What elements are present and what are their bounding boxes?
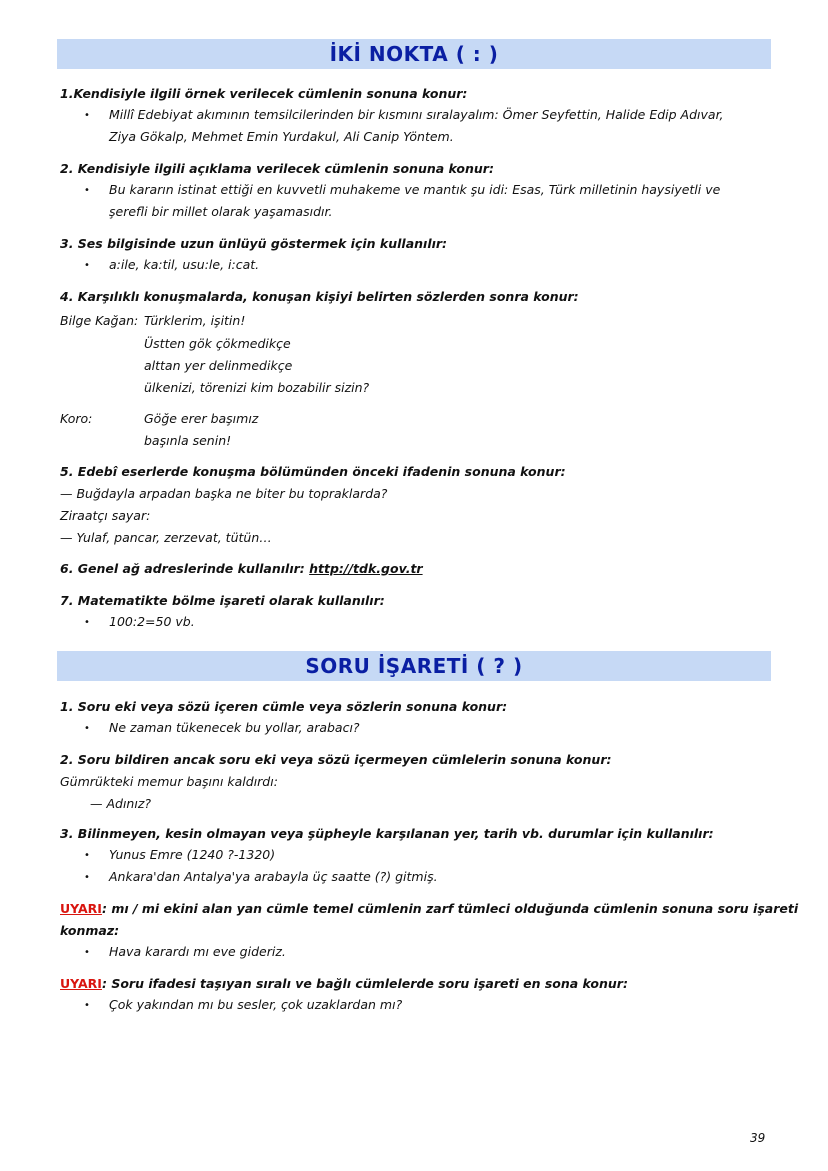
bullet-icon: • bbox=[84, 947, 90, 958]
poem-line: ülkenizi, törenizi kim bozabilir sizin? bbox=[144, 380, 370, 395]
example-text: Ankara'dan Antalya'ya arabayla üç saatte (?) gitmiş. bbox=[109, 869, 438, 884]
poem-line: Türklerim, işitin! bbox=[144, 313, 246, 328]
rule-heading bbox=[60, 561, 423, 576]
section-title: İKİ NOKTA ( : ) bbox=[329, 42, 499, 66]
speaker-label: Koro: bbox=[60, 411, 93, 426]
rule-heading: 5. Edebî eserlerde konuşma bölümünden önceki ifadenin sonuna konur: bbox=[60, 464, 566, 479]
warning-label: UYARI bbox=[60, 901, 102, 916]
example-text: 100:2=50 vb. bbox=[109, 614, 195, 629]
dialog-line: — Yulaf, pancar, zerzevat, tütün… bbox=[60, 530, 272, 545]
section-banner-colon bbox=[57, 39, 771, 69]
example-text: Bu kararın istinat ettiği en kuvvetli muhakeme ve mantık şu idi: Esas, Türk milletinin haysiyetli ve bbox=[109, 182, 721, 197]
poem-line: Üstten gök çökmedikçe bbox=[144, 336, 291, 351]
bullet-icon: • bbox=[84, 110, 90, 121]
poem-line: alttan yer delinmedikçe bbox=[144, 358, 293, 373]
example-text: Ne zaman tükenecek bu yollar, arabacı? bbox=[109, 720, 360, 735]
bullet-icon: • bbox=[84, 185, 90, 196]
rule-heading: 4. Karşılıklı konuşmalarda, konuşan kişiyi belirten sözlerden sonra konur: bbox=[60, 289, 579, 304]
bullet-icon: • bbox=[84, 872, 90, 883]
bullet-icon: • bbox=[84, 260, 90, 271]
speaker-label: Bilge Kağan: bbox=[60, 313, 139, 328]
rule-heading: 3. Bilinmeyen, kesin olmayan veya şüpheyle karşılanan yer, tarih vb. durumlar için kullanılır: bbox=[60, 826, 714, 841]
example-text: a:ile, ka:til, usu:le, i:cat. bbox=[109, 257, 260, 272]
warning-text-cont: konmaz: bbox=[60, 923, 120, 938]
tdk-link[interactable]: http://tdk.gov.tr bbox=[309, 561, 423, 576]
bullet-icon: • bbox=[84, 617, 90, 628]
rule-heading: 1. Soru eki veya sözü içeren cümle veya sözlerin sonuna konur: bbox=[60, 699, 508, 714]
warning-label: UYARI bbox=[60, 976, 102, 991]
example-text: Yunus Emre (1240 ?-1320) bbox=[109, 847, 276, 862]
example-text: Ziya Gökalp, Mehmet Emin Yurdakul, Ali Canip Yöntem. bbox=[109, 129, 454, 144]
warning-note bbox=[60, 901, 798, 916]
rule-heading: 7. Matematikte bölme işareti olarak kullanılır: bbox=[60, 593, 385, 608]
example-text: Hava karardı mı eve gideriz. bbox=[109, 944, 286, 959]
page-number: 39 bbox=[750, 1131, 766, 1145]
poem-line: Göğe erer başımız bbox=[144, 411, 259, 426]
bullet-icon: • bbox=[84, 850, 90, 861]
warning-note bbox=[60, 976, 628, 991]
bullet-icon: • bbox=[84, 1000, 90, 1011]
dialog-line: Ziraatçı sayar: bbox=[60, 508, 151, 523]
rule-heading: 1.Kendisiyle ilgili örnek verilecek cümlenin sonuna konur: bbox=[60, 86, 468, 101]
dialog-line: — Adınız? bbox=[90, 796, 152, 811]
rule-heading-text: 6. Genel ağ adreslerinde kullanılır: bbox=[60, 561, 310, 576]
example-text: şerefli bir millet olarak yaşamasıdır. bbox=[109, 204, 333, 219]
warning-text: : Soru ifadesi taşıyan sıralı ve bağlı cümlelerde soru işareti en sona konur: bbox=[101, 976, 628, 991]
rule-heading: 2. Kendisiyle ilgili açıklama verilecek cümlenin sonuna konur: bbox=[60, 161, 494, 176]
section-banner-question bbox=[57, 651, 771, 681]
warning-text: : mı / mi ekini alan yan cümle temel cümlenin zarf tümleci olduğunda cümlenin sonuna soru işareti bbox=[101, 901, 799, 916]
example-text: Çok yakından mı bu sesler, çok uzaklardan mı? bbox=[109, 997, 403, 1012]
example-text: Millî Edebiyat akımının temsilcilerinden bir kısmını sıralayalım: Ömer Seyfettin, Halide Edip Adıvar, bbox=[109, 107, 724, 122]
bullet-icon: • bbox=[84, 723, 90, 734]
section-title: SORU İŞARETİ ( ? ) bbox=[305, 654, 523, 678]
rule-heading: 2. Soru bildiren ancak soru eki veya sözü içermeyen cümlelerin sonuna konur: bbox=[60, 752, 612, 767]
poem-line: başınla senin! bbox=[144, 433, 232, 448]
rule-heading: 3. Ses bilgisinde uzun ünlüyü göstermek için kullanılır: bbox=[60, 236, 448, 251]
dialog-line: — Buğdayla arpadan başka ne biter bu topraklarda? bbox=[60, 486, 388, 501]
dialog-line: Gümrükteki memur başını kaldırdı: bbox=[60, 774, 278, 789]
